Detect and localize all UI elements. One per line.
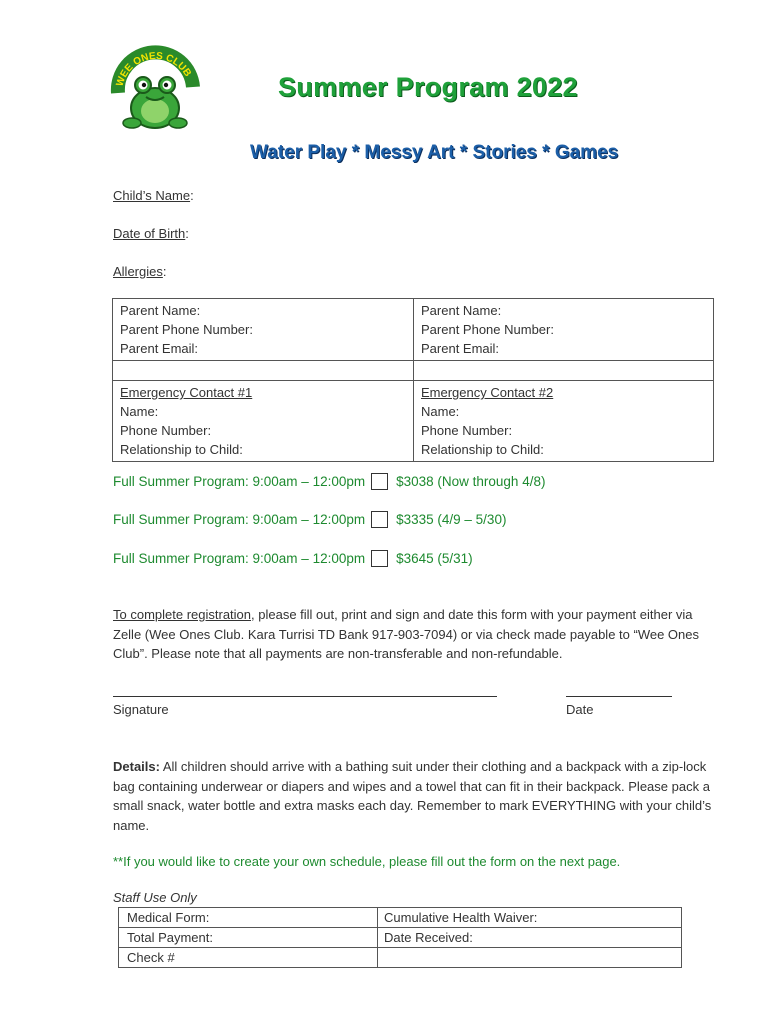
parent-2-email: Parent Email: [421,341,500,356]
program-option [113,473,545,490]
parent-1-cell[interactable] [113,299,414,361]
page-subtitle: Water Play * Messy Art * Stories * Games [250,142,619,163]
program-option-price: $3645 (5/31) [396,551,473,566]
program-option-price: $3335 (4/9 – 5/30) [396,512,507,527]
parent-1-name: Parent Name: [120,303,201,318]
empty-cell [414,361,714,381]
program-option [113,550,473,567]
health-waiver-cell[interactable]: Cumulative Health Waiver: [378,908,682,928]
allergies-field[interactable]: Allergies: [113,264,167,279]
child-name-label: Child’s Name [113,188,191,203]
program-option-checkbox[interactable] [371,511,388,528]
empty-cell [378,948,682,968]
emergency-contact-2-heading: Emergency Contact #2 [421,385,554,400]
emergency-contact-2-phone: Phone Number: [421,423,513,438]
registration-lead: To complete registration [113,607,252,622]
signature-label: Signature [113,702,169,717]
parent-1-email: Parent Email: [120,341,199,356]
date-label: Date [566,702,594,717]
program-option-checkbox[interactable] [371,473,388,490]
empty-cell [113,361,414,381]
date-line[interactable] [566,696,672,697]
date-of-birth-field[interactable]: Date of Birth: [113,226,189,241]
program-option-checkbox[interactable] [371,550,388,567]
parent-2-name: Parent Name: [421,303,502,318]
total-payment-cell[interactable]: Total Payment: [119,928,378,948]
staff-use-heading: Staff Use Only [113,890,197,905]
details-lead: Details: [113,759,160,774]
emergency-contact-1-phone: Phone Number: [120,423,212,438]
page-title: Summer Program 2022 [278,72,578,102]
date-received-cell[interactable]: Date Received: [378,928,682,948]
details-text: All children should arrive with a bathing suit under their clothing and a backpack with a zip-lock bag containing underwear or diapers and wipes and a towel that can fit in their backpack. Please pack a small snack, water bottle and extra masks each day. Remember to mark EVERYTHING with your child’s name. [113,759,712,833]
date-of-birth-label: Date of Birth [113,226,186,241]
allergies-label: Allergies [113,264,163,279]
custom-schedule-note: **If you would like to create your own schedule, please fill out the form on the next page. [113,854,621,869]
emergency-contact-2-cell[interactable] [414,381,714,462]
program-option-label: Full Summer Program: 9:00am – 12:00pm [113,474,366,489]
wee-ones-club-logo [108,45,202,139]
logo-text: WEE ONES CLUB [114,50,194,88]
program-option-label: Full Summer Program: 9:00am – 12:00pm [113,512,366,527]
medical-form-cell[interactable]: Medical Form: [119,908,378,928]
emergency-contact-1-name: Name: [120,404,159,419]
parent-2-cell[interactable] [414,299,714,361]
signature-line[interactable] [113,696,497,697]
emergency-contact-1-cell[interactable] [113,381,414,462]
emergency-contact-2-name: Name: [421,404,460,419]
emergency-contact-1-relationship: Relationship to Child: [120,442,243,457]
program-option-label: Full Summer Program: 9:00am – 12:00pm [113,551,366,566]
program-option [113,511,506,528]
child-name-field[interactable]: Child’s Name: [113,188,194,203]
emergency-contact-1-heading: Emergency Contact #1 [120,385,253,400]
staff-use-table [118,907,682,968]
emergency-contact-2-relationship: Relationship to Child: [421,442,544,457]
program-option-price: $3038 (Now through 4/8) [396,474,546,489]
parent-contact-table [112,298,714,462]
parent-2-phone: Parent Phone Number: [421,322,554,337]
parent-1-phone: Parent Phone Number: [120,322,253,337]
check-number-cell[interactable]: Check # [119,948,378,968]
registration-text: , please fill out, print and sign and date this form with your payment either via Zelle (Wee Ones Club. Kara Turrisi TD Bank 917-903-7094) or via check made payable to “Wee Ones Club”. Please note that all payments are non-transferable and non-refundable. [113,607,700,661]
registration-instructions [113,605,723,664]
details-paragraph [113,757,723,835]
